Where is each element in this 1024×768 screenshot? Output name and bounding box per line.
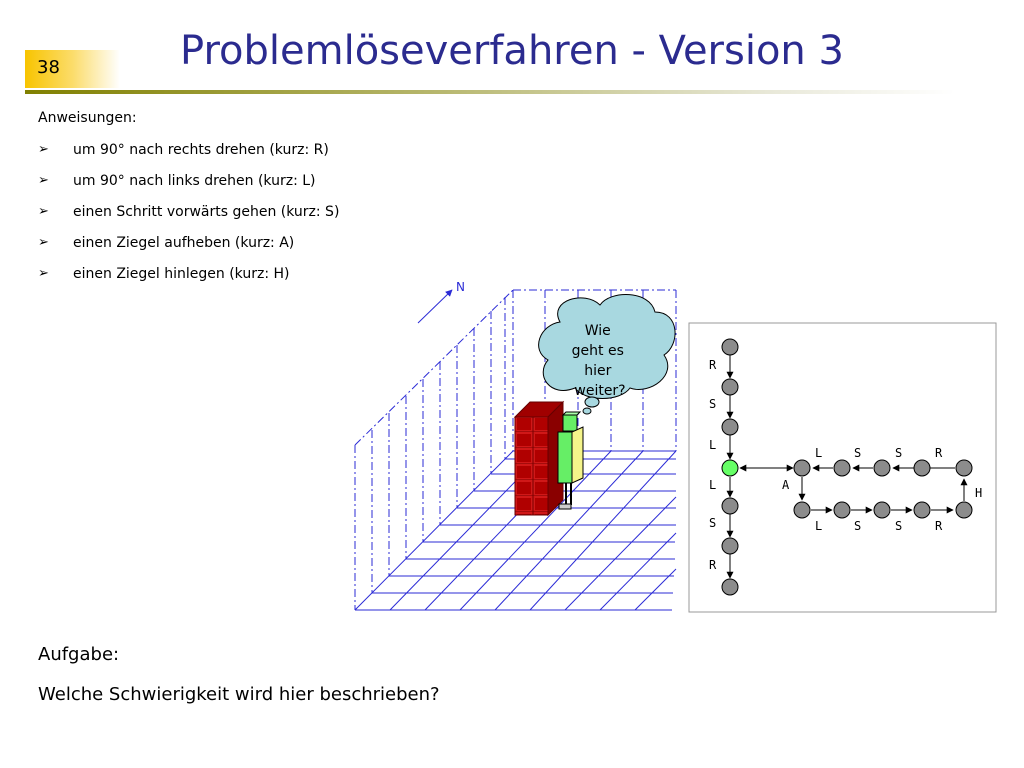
flow-node — [874, 502, 890, 518]
task-question: Welche Schwierigkeit wird hier beschrieben? — [38, 684, 440, 705]
flow-node — [722, 538, 738, 554]
list-item-text: einen Schritt vorwärts gehen (kurz: S) — [73, 204, 340, 220]
slide-number: 38 — [37, 57, 60, 78]
flow-label: R — [935, 446, 943, 460]
flowchart — [689, 323, 996, 612]
flow-node-current — [722, 460, 738, 476]
flow-label: A — [782, 478, 790, 492]
flow-label: L — [709, 478, 717, 492]
flow-node — [722, 339, 738, 355]
list-item-text: um 90° nach links drehen (kurz: L) — [73, 173, 316, 189]
brick-wall — [515, 402, 563, 515]
task-heading: Aufgabe: — [38, 644, 120, 665]
flow-node — [914, 460, 930, 476]
flow-node — [722, 419, 738, 435]
flow-node — [794, 460, 810, 476]
thought-line-4: weiter? — [574, 383, 626, 399]
flow-label: L — [815, 446, 823, 460]
thought-bubble — [539, 295, 675, 414]
bullet-arrow-icon: ➢ — [38, 204, 49, 219]
flow-node — [956, 502, 972, 518]
flow-label: L — [709, 438, 717, 452]
flow-node — [722, 498, 738, 514]
flow-node — [914, 502, 930, 518]
flow-node — [834, 502, 850, 518]
flow-label: S — [854, 519, 862, 533]
bullet-arrow-icon: ➢ — [38, 266, 49, 281]
flow-node — [794, 502, 810, 518]
flow-label: R — [935, 519, 943, 533]
compass-label: N — [456, 280, 465, 294]
list-item-text: einen Ziegel aufheben (kurz: A) — [73, 235, 295, 251]
bullet-arrow-icon: ➢ — [38, 173, 49, 188]
thought-line-2: geht es — [571, 343, 624, 359]
thought-line-3: hier — [584, 363, 612, 379]
list-item-text: einen Ziegel hinlegen (kurz: H) — [73, 266, 290, 282]
instructions-heading: Anweisungen: — [38, 110, 137, 126]
flow-label: S — [895, 446, 903, 460]
flow-node — [722, 379, 738, 395]
flow-label: S — [709, 516, 717, 530]
flow-label: L — [815, 519, 823, 533]
flow-label: H — [975, 486, 983, 500]
thought-line-1: Wie — [584, 323, 611, 339]
bullet-arrow-icon: ➢ — [38, 142, 49, 157]
bullet-arrow-icon: ➢ — [38, 235, 49, 250]
flow-node — [874, 460, 890, 476]
flow-label: S — [709, 397, 717, 411]
flow-node — [956, 460, 972, 476]
list-item-text: um 90° nach rechts drehen (kurz: R) — [73, 142, 329, 158]
compass-arrow-icon — [418, 290, 452, 323]
page-title-text: Problemlöseverfahren - Version 3 — [180, 28, 844, 74]
flow-label: S — [895, 519, 903, 533]
flow-label: R — [709, 358, 717, 372]
flow-node — [722, 579, 738, 595]
flow-node — [834, 460, 850, 476]
flow-label: S — [854, 446, 862, 460]
flow-label: R — [709, 558, 717, 572]
